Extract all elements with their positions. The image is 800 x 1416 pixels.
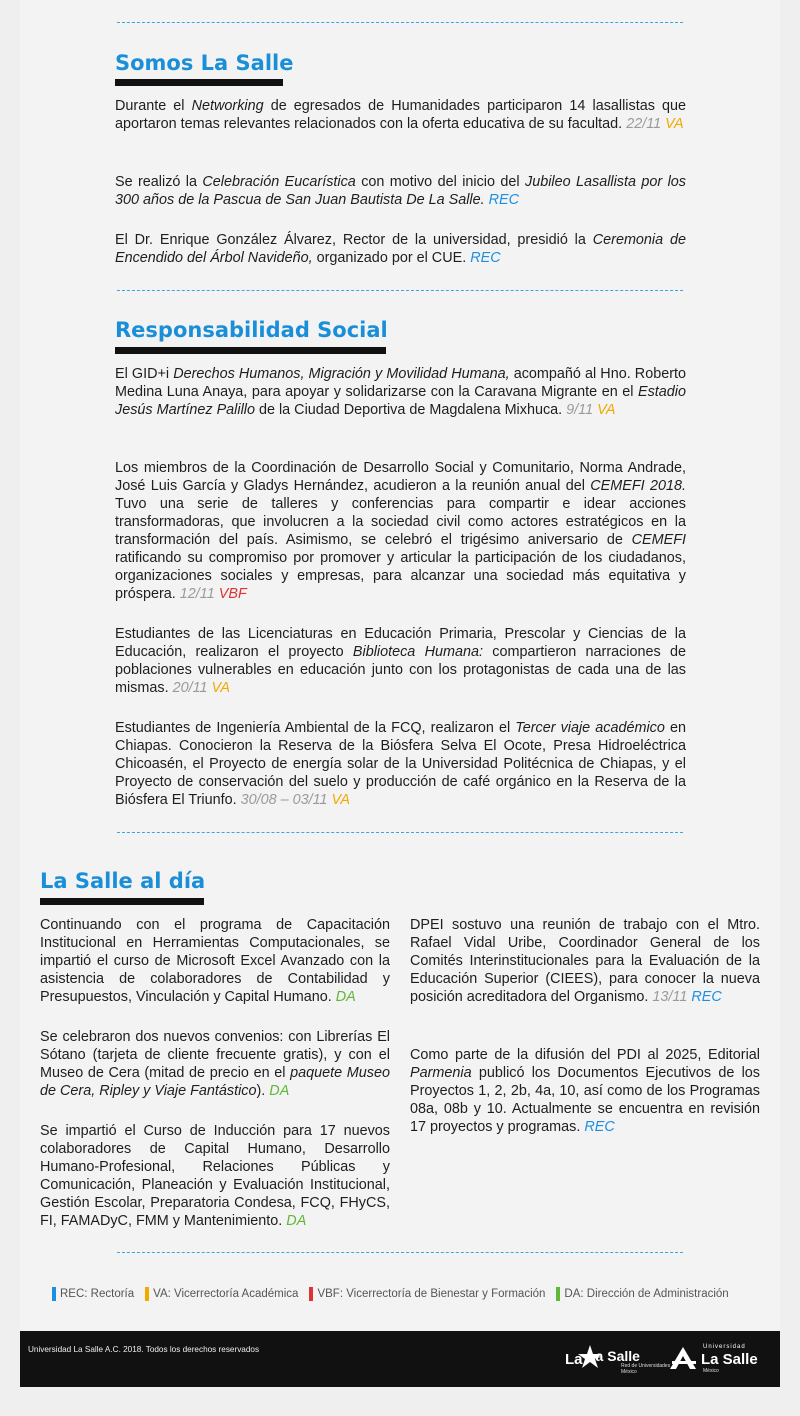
- news-item: [40, 1122, 390, 1230]
- legend-item: [556, 1287, 728, 1301]
- separator: [117, 832, 683, 833]
- item-emphasis: Celebración Eucarística: [202, 174, 356, 190]
- item-area-tag: VA: [597, 402, 616, 418]
- legend-label: DA: Dirección de Administración: [564, 1288, 729, 1300]
- news-item: [410, 916, 760, 1006]
- logo1-main: La Salle: [587, 1348, 640, 1364]
- item-text: Se realizó la: [115, 174, 203, 190]
- item-area-tag: DA: [335, 989, 356, 1005]
- section-title-somos: Somos La Salle: [115, 51, 294, 75]
- logo1-sub2: México: [621, 1369, 637, 1375]
- item-emphasis: paquete Museo de Cera, Ripley y Viaje Fantástico: [40, 1065, 390, 1099]
- legend-swatch: [145, 1287, 149, 1301]
- item-date: 22/11: [626, 116, 662, 132]
- item-text: Los miembros de la Coordinación de Desarrollo Social y Comunitario, Norma Andrade, José Luis García y Gladys Hernández, acudieron a la reunión anual del: [115, 460, 686, 494]
- item-text: El Dr. Enrique González Álvarez, Rector de la universidad, presidió la: [115, 232, 593, 248]
- item-text: compartieron narraciones de poblaciones vulnerables en educación junto con los protagonistas de cada una de las mismas.: [115, 644, 686, 696]
- item-date: 20/11: [172, 680, 208, 696]
- legend-label: VA: Vicerrectoría Académica: [153, 1288, 299, 1300]
- legend-item: [145, 1287, 298, 1301]
- item-date: 9/11: [566, 402, 594, 418]
- item-text: publicó los Documentos Ejecutivos de los Proyectos 1, 2, 2b, 4a, 10, así como de los Programas 08a, 08b y 10. Actualmente se encuentra en revisión 17 proyectos y programas.: [410, 1065, 760, 1135]
- la-salle-network-logo: [565, 1339, 671, 1377]
- item-text: ratificando su compromiso por promover y articular la participación de los ciudadanos, organizaciones sociales y empresas, para alcanzar una sociedad más equitativa y próspera.: [115, 550, 686, 602]
- news-item: [115, 459, 686, 603]
- legend-swatch: [309, 1287, 313, 1301]
- news-item: [40, 916, 390, 1006]
- item-text: de egresados de Humanidades participaron 14 lasallistas que aportaron temas relevantes relacionados con la oferta educativa de su facultad.: [115, 98, 686, 132]
- news-item: [410, 1046, 760, 1136]
- item-area-tag: DA: [269, 1083, 290, 1099]
- legend-swatch: [556, 1287, 560, 1301]
- item-emphasis: Networking: [191, 98, 264, 114]
- item-emphasis: Derechos Humanos, Migración y Movilidad Humana,: [173, 366, 510, 382]
- item-text: Se celebraron dos nuevos convenios: con Librerías El Sótano (tarjeta de cliente frecuente gratis), y con el Museo de Cera (mitad de precio en el: [40, 1029, 390, 1081]
- item-text: con motivo del inicio del: [355, 174, 525, 190]
- item-area-tag: VA: [211, 680, 230, 696]
- item-text: Se impartió el Curso de Inducción para 17 nuevos colaboradores de Capital Humano, Desarrollo Humano-Profesional, Relaciones Públicas y Comunicación, Planeación y Evaluación Institucional, Gestión Escolar, Preparatoria Condesa, FCQ, FHyCS, FI, FAMADyC, FMM y Mantenimiento.: [40, 1123, 390, 1229]
- item-emphasis: Jubileo Lasallista por los 300 años de la Pascua de San Juan Bautista De La Salle.: [115, 174, 686, 208]
- item-emphasis: Estadio Jesús Martínez Palillo: [115, 384, 686, 418]
- item-text: Estudiantes de Ingeniería Ambiental de la FCQ, realizaron el: [115, 720, 516, 736]
- item-text: El GID+i: [115, 366, 174, 382]
- item-area-tag: REC: [488, 192, 520, 208]
- logo2-top: Universidad: [703, 1344, 746, 1350]
- item-date: 13/11: [652, 989, 688, 1005]
- news-item: [115, 365, 686, 419]
- item-text: Estudiantes de las Licenciaturas en Educación Primaria, Prescolar y Ciencias de la Educación, realizaron el proyecto: [115, 626, 686, 660]
- item-text: de la Ciudad Deportiva de Magdalena Mixhuca.: [254, 402, 563, 418]
- item-emphasis: Biblioteca Humana:: [352, 644, 483, 660]
- legend-label: REC: Rectoría: [60, 1288, 135, 1300]
- item-emphasis: Tercer viaje académico: [515, 720, 665, 736]
- separator: [117, 1252, 683, 1253]
- item-text: en Chiapas. Conocieron la Reserva de la Biósfera Selva El Ocote, Presa Hidroeléctrica Chicoasén, el Proyecto de energía solar de la Universidad Politécnica de Chiapas, y el Proyecto de conservación del suelo y producción de café orgánico en la Reserva de la Biósfera El Triunfo.: [115, 720, 686, 808]
- item-text: ).: [256, 1083, 266, 1099]
- item-area-tag: VA: [665, 116, 684, 132]
- legend-swatch: [52, 1287, 56, 1301]
- item-text: acompañó al Hno. Roberto Medina Luna Anaya, para apoyar y solidarizarse con la Caravana Migrante en el: [115, 366, 686, 400]
- footer: [20, 1331, 780, 1387]
- la-salle-emblem-icon: [670, 1345, 700, 1373]
- copyright: Universidad La Salle A.C. 2018. Todos los derechos reservados: [28, 1345, 260, 1354]
- title-underline: [115, 347, 386, 354]
- logo2-main: La Salle: [701, 1351, 758, 1368]
- news-item: [40, 1028, 390, 1100]
- logo1-sub1: Red de Universidades: [621, 1363, 671, 1369]
- news-item: [115, 625, 686, 697]
- legend-item: [52, 1287, 134, 1301]
- item-text: Continuando con el programa de Capacitación Institucional en Herramientas Computacionales, se impartió el curso de Microsoft Excel Avanzado con la asistencia de colaboradores de Contabilidad y Presupuestos, Vinculación y Capital Humano.: [40, 917, 390, 1005]
- item-area-tag: VA: [331, 792, 350, 808]
- item-area-tag: DA: [286, 1213, 307, 1229]
- news-item: [115, 231, 686, 267]
- item-date: 30/08 – 03/11: [240, 792, 328, 808]
- title-underline: [115, 79, 283, 86]
- universidad-la-salle-logo: [670, 1343, 765, 1375]
- item-text: DPEI sostuvo una reunión de trabajo con el Mtro. Rafael Vidal Uribe, Coordinador General de los Comités Interinstitucionales para la Evaluación de la Educación Superior (CIEES), para conocer la nueva posición acreditadora del Organismo.: [410, 917, 760, 1005]
- item-emphasis: CEMEFI: [631, 532, 686, 548]
- item-emphasis: CEMEFI 2018.: [590, 478, 686, 494]
- item-text: Tuvo una serie de talleres y conferencias para compartir e idear acciones transformadoras, que involucren a la sociedad civil como actores estratégicos en la transformación del país. Asimismo, se celebró el trigésimo aniversario de: [115, 496, 686, 548]
- logo1-la: La: [565, 1351, 583, 1368]
- separator: [117, 290, 683, 291]
- item-text: Durante el: [115, 98, 192, 114]
- legend-label: VBF: Vicerrectoría de Bienestar y Formación: [317, 1288, 546, 1300]
- logo2-sub: México: [703, 1368, 719, 1374]
- item-area-tag: REC: [584, 1119, 615, 1135]
- legend: [52, 1286, 740, 1302]
- item-emphasis: Ceremonia de Encendido del Árbol Navideño,: [115, 232, 686, 266]
- item-area-tag: REC: [691, 989, 722, 1005]
- news-item: [115, 97, 686, 133]
- item-area-tag: REC: [470, 250, 501, 266]
- separator: [117, 22, 683, 23]
- section-title-social: Responsabilidad Social: [115, 318, 388, 342]
- section-title-dia: La Salle al día: [40, 869, 206, 893]
- item-area-tag: VBF: [218, 586, 247, 602]
- item-emphasis: Parmenia: [410, 1065, 472, 1081]
- title-underline: [40, 898, 204, 905]
- item-date: 12/11: [179, 586, 215, 602]
- news-item: [115, 719, 686, 809]
- news-item: [115, 173, 686, 209]
- item-text: organizado por el CUE.: [312, 250, 467, 266]
- item-text: Como parte de la difusión del PDI al 2025, Editorial: [410, 1047, 760, 1063]
- legend-item: [309, 1287, 545, 1301]
